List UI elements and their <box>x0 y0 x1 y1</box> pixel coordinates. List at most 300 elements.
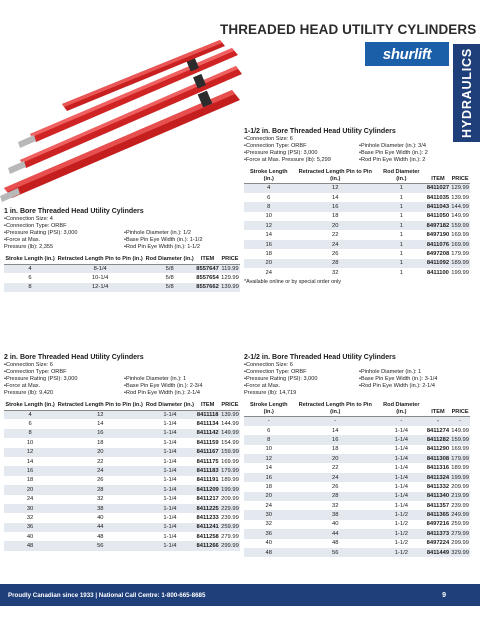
item-number-cell: 8411332 <box>426 483 450 490</box>
section-title: 1-1/2 in. Bore Threaded Head Utility Cylinders <box>244 128 396 135</box>
column-header: Stroke Length (in.) <box>244 168 294 184</box>
spec-item: •Base Pin Eye Width (in.): 1-1/2 <box>124 237 203 243</box>
item-number-cell: 8411449 <box>426 549 450 556</box>
item-number-cell: 8411076 <box>426 241 450 248</box>
item-number-cell: 8411175 <box>196 458 219 465</box>
table-cell: 38 <box>294 510 377 519</box>
table-row <box>244 212 470 221</box>
table-row <box>4 495 240 504</box>
item-number-cell: 8411241 <box>196 524 219 531</box>
table-cell: 16 <box>4 466 56 475</box>
table-cell: 44 <box>56 523 144 532</box>
table-cell: 1 <box>377 184 426 193</box>
table-cell: 40 <box>97 514 104 521</box>
price-cell: 179.99 <box>451 250 469 257</box>
table-cell: 20 <box>244 492 294 501</box>
table-cell: 26 <box>332 483 339 490</box>
table-row <box>244 445 470 454</box>
table-cell: 40 <box>332 521 339 528</box>
table-cell: 48 <box>4 541 56 550</box>
table-row <box>244 482 470 491</box>
item-number-cell: 8411100 <box>426 269 449 276</box>
price-cell: 299.99 <box>451 540 469 547</box>
table-row <box>4 466 240 475</box>
table-row <box>244 520 470 529</box>
table-row <box>244 539 470 548</box>
table-cell: 8 <box>4 429 56 438</box>
table-row <box>244 492 470 501</box>
spec-item: •Pinhole Diameter (in.): 1/2 <box>124 230 191 236</box>
table-cell: 16 <box>56 429 144 438</box>
table-cell: 18 <box>332 446 339 453</box>
spec-item: •Pressure Rating (PSI): 3,000 <box>244 150 318 156</box>
table-cell: 1 <box>399 232 403 239</box>
table-row <box>4 429 240 438</box>
table-cell: 16 <box>294 435 377 444</box>
table-cell: 38 <box>56 504 144 513</box>
table-cell: 20 <box>294 454 377 463</box>
footer-text: Proudly Canadian since 1933 | National Call Centre: 1-800-665-8685 <box>8 591 206 599</box>
table-cell: 36 <box>244 529 294 538</box>
price-cell: 129.99 <box>451 185 469 192</box>
spec-item: •Pinhole Diameter (in.): 3/4 <box>359 143 426 149</box>
table-cell: 1-1/4 <box>163 458 177 465</box>
table-cell: 18 <box>265 250 272 257</box>
table-cell: 24 <box>265 269 272 276</box>
price-cell: 259.99 <box>221 524 239 531</box>
table-cell: 1-1/4 <box>163 477 177 484</box>
price-cell: 189.99 <box>221 477 239 484</box>
table-cell: 48 <box>97 533 104 540</box>
price-cell: 209.99 <box>451 483 469 490</box>
price-cell: 199.99 <box>451 269 469 276</box>
price-cell: 139.99 <box>451 194 469 201</box>
column-header: Retracted Length Pin to Pin (in.) <box>57 402 143 408</box>
table-cell: 20 <box>294 221 377 230</box>
item-number-cell: - <box>426 417 451 426</box>
item-number-cell: 8411043 <box>426 203 450 210</box>
table-row <box>4 523 240 532</box>
table-cell: 1-1/4 <box>163 439 177 446</box>
table-cell: 1-1/4 <box>377 454 426 463</box>
table-cell: 1 <box>399 213 403 220</box>
spec-item: •Rod Pin Eye Width (in.): 2-1/4 <box>359 383 435 389</box>
price-cell: 129.99 <box>221 275 239 282</box>
table-cell: 16 <box>294 202 377 211</box>
spec-item: Pressure (lb): 14,719 <box>244 390 297 396</box>
table-row <box>244 510 470 519</box>
column-header: Rod Diameter (in.) <box>145 402 195 408</box>
table-row <box>4 283 240 292</box>
table-cell: 18 <box>265 483 272 490</box>
price-cell: 239.99 <box>451 502 469 509</box>
price-cell: 189.99 <box>451 465 469 472</box>
table-row <box>244 230 470 239</box>
spec-item: •Base Pin Eye Width (in.): 2-3/4 <box>124 383 203 389</box>
table-row <box>4 273 240 282</box>
table-cell: 1-1/4 <box>394 427 408 434</box>
spec-list <box>4 362 240 397</box>
table-cell: 18 <box>26 477 34 484</box>
table-cell: 1-1/4 <box>144 410 195 419</box>
table-cell: 24 <box>294 240 377 249</box>
table-cell: 4 <box>4 410 56 419</box>
price-cell: - <box>450 417 470 426</box>
table-cell: 1-1/4 <box>144 429 195 438</box>
price-cell: 189.99 <box>451 260 469 267</box>
table-cell: 32 <box>26 514 34 521</box>
table-cell: 10-1/4 <box>91 275 109 282</box>
table-cell: 1-1/4 <box>377 492 426 501</box>
column-header: PRICE <box>450 401 470 417</box>
spec-item: •Connection Size: 6 <box>244 136 293 142</box>
table-cell: 1 <box>399 269 403 276</box>
table-row <box>244 193 470 202</box>
table-cell: 6 <box>28 421 32 428</box>
price-cell: 239.99 <box>221 514 239 521</box>
item-number-cell: 8411134 <box>196 421 219 428</box>
item-number-cell: 8411050 <box>426 213 450 220</box>
table-cell: 1 <box>399 194 403 201</box>
table-cell: 6 <box>267 427 271 434</box>
spec-item: •Rod Pin Eye Width (in.): 2-1/4 <box>124 390 200 396</box>
table-cell: 24 <box>294 473 377 482</box>
table-cell: 18 <box>97 439 104 446</box>
table-cell: 14 <box>97 421 104 428</box>
item-number-cell: 8411266 <box>196 543 219 550</box>
item-number-cell: 8411183 <box>196 468 219 475</box>
item-number-cell: 8411209 <box>196 486 219 493</box>
table-cell: 12 <box>244 221 294 230</box>
section-2-5in-bore <box>244 354 470 557</box>
table-cell: 18 <box>332 213 339 220</box>
table-cell: 1-1/4 <box>144 541 195 550</box>
rod-ends <box>0 135 36 202</box>
table-row <box>244 463 470 472</box>
price-cell: 179.99 <box>221 468 239 475</box>
table-row <box>244 202 470 211</box>
table-cell: 8 <box>244 202 294 211</box>
section-title: 1 in. Bore Threaded Head Utility Cylinders <box>4 208 144 215</box>
table-row <box>244 454 470 463</box>
table-cell: 1-1/4 <box>394 446 408 453</box>
table-cell: 22 <box>332 232 339 239</box>
table-cell: 1-1/2 <box>377 548 426 557</box>
spec-item: •Base Pin Eye Width (in.): 2 <box>359 150 428 156</box>
table-cell: 20 <box>244 259 294 268</box>
price-cell: 169.99 <box>451 446 469 453</box>
table-cell: 14 <box>265 232 272 239</box>
table-row <box>244 249 470 258</box>
availability-note: *Available online or by special order only <box>244 279 341 286</box>
section-1in-bore <box>4 208 240 292</box>
table-row <box>244 435 470 444</box>
item-number-cell: 8411217 <box>196 496 219 503</box>
table-cell: 26 <box>97 477 104 484</box>
table-cell: 6 <box>28 275 32 282</box>
table-cell: 6 <box>267 194 271 201</box>
price-cell: 249.99 <box>451 512 469 519</box>
table-cell: 14 <box>265 465 272 472</box>
column-header: Stroke Length (in.) <box>244 401 294 417</box>
price-cell: 169.99 <box>451 241 469 248</box>
table-cell: 8 <box>4 283 56 292</box>
spec-item: •Force at Max. <box>244 383 281 389</box>
table-cell: 36 <box>4 523 56 532</box>
table-row <box>4 476 240 485</box>
table-row <box>244 240 470 249</box>
price-cell: 199.99 <box>451 474 469 481</box>
table-cell: 24 <box>265 502 272 509</box>
table-cell: 1-1/4 <box>394 502 408 509</box>
table-row <box>4 448 240 457</box>
table-cell: - <box>377 417 426 426</box>
spec-item: •Pressure Rating (PSI): 3,000 <box>4 376 78 382</box>
table-cell: 30 <box>4 504 56 513</box>
price-cell: 144.99 <box>451 203 469 210</box>
page-title: THREADED HEAD UTILITY CYLINDERS <box>220 22 477 37</box>
table-cell: 30 <box>244 510 294 519</box>
table-cell: 40 <box>265 540 272 547</box>
item-number-cell: 8557662 <box>196 284 219 291</box>
page-number: 9 <box>442 591 446 599</box>
item-number-cell: 8411357 <box>426 502 450 509</box>
table-cell: 1 <box>399 250 403 257</box>
table-header-row <box>244 168 470 184</box>
spec-item: •Rod Pin Eye Width (in.): 2 <box>359 157 426 163</box>
table-row <box>4 513 240 522</box>
item-number-cell: 8411167 <box>196 449 219 456</box>
table-cell: 1 <box>377 240 426 249</box>
price-cell: 299.99 <box>221 543 239 550</box>
table-cell: 28 <box>294 259 377 268</box>
price-cell: 199.99 <box>221 486 239 493</box>
column-header: Rod Diameter (in.) <box>377 168 426 184</box>
table-cell: 20 <box>4 485 56 494</box>
spec-list <box>244 136 470 164</box>
table-cell: 1 <box>377 202 426 211</box>
item-number-cell: 8411316 <box>426 465 450 472</box>
table-cell: 26 <box>332 250 339 257</box>
spec-item: •Connection Size: 6 <box>244 362 293 368</box>
item-number-cell: 8411191 <box>196 477 219 484</box>
table-cell: 10 <box>265 446 272 453</box>
item-number-cell: 8411274 <box>426 427 450 434</box>
item-number-cell: 8411159 <box>196 439 219 446</box>
spec-item: •Pinhole Diameter (in.): 1 <box>359 369 422 375</box>
table-cell: 1-1/2 <box>377 510 426 519</box>
column-header: Stroke Length (in.) <box>5 402 55 408</box>
table-cell: 24 <box>56 466 144 475</box>
table-cell: 12-1/4 <box>56 283 144 292</box>
price-cell: 179.99 <box>451 455 469 462</box>
price-cell: 119.99 <box>221 265 239 272</box>
item-number-cell: 8411373 <box>426 530 450 537</box>
table-cell: 12 <box>244 454 294 463</box>
product-table <box>244 168 470 277</box>
spec-item: •Force at Max. Pressure (lb): 5,299 <box>244 157 331 163</box>
table-cell: 1-1/2 <box>377 529 426 538</box>
column-header: Retracted Length Pin to Pin (in.) <box>294 168 377 184</box>
table-row <box>244 548 470 557</box>
table-cell: 44 <box>294 529 377 538</box>
section-title: 2-1/2 in. Bore Threaded Head Utility Cylinders <box>244 354 396 361</box>
table-row <box>244 529 470 538</box>
spec-item: •Rod Pin Eye Width (in.): 1-1/2 <box>124 244 200 250</box>
price-cell: 219.99 <box>451 493 469 500</box>
price-cell: 279.99 <box>221 533 239 540</box>
product-table <box>4 401 240 551</box>
price-cell: 149.99 <box>221 430 239 437</box>
item-number-cell: 8557654 <box>196 275 219 282</box>
price-cell: 159.99 <box>221 449 239 456</box>
table-row <box>244 426 470 435</box>
table-cell: 1-1/4 <box>144 504 195 513</box>
price-cell: 209.99 <box>221 496 239 503</box>
table-cell: 1-1/4 <box>163 514 177 521</box>
item-number-cell: 8411118 <box>196 411 219 418</box>
table-row <box>244 184 470 193</box>
table-cell: 1-1/4 <box>377 435 426 444</box>
table-row <box>244 473 470 482</box>
item-number-cell: 8497224 <box>426 540 450 547</box>
item-number-cell: 8411308 <box>426 455 450 462</box>
column-header: Rod Diameter (in.) <box>377 401 426 417</box>
price-cell: 259.99 <box>451 521 469 528</box>
table-header-row <box>4 255 240 264</box>
table-row <box>4 457 240 466</box>
table-row <box>4 541 240 550</box>
cylinder-1 <box>4 90 240 198</box>
table-row <box>4 504 240 513</box>
table-cell: 8-1/4 <box>56 264 144 273</box>
table-row <box>4 438 240 447</box>
table-cell: 20 <box>56 448 144 457</box>
table-cell: 48 <box>332 540 339 547</box>
table-cell: 1-1/4 <box>144 485 195 494</box>
price-cell: 279.99 <box>451 530 469 537</box>
spec-item: •Pressure Rating (PSI): 3,000 <box>244 376 318 382</box>
table-cell: 1-1/4 <box>163 496 177 503</box>
table-cell: 1-1/4 <box>144 523 195 532</box>
table-cell: 24 <box>26 496 34 503</box>
table-row <box>4 419 240 428</box>
table-row <box>4 532 240 541</box>
spec-item: •Force at Max. <box>4 237 41 243</box>
table-row <box>4 410 240 419</box>
spec-item: •Connection Type: ORBF <box>4 369 67 375</box>
spec-list <box>244 362 470 397</box>
table-cell: 1-1/4 <box>394 483 408 490</box>
column-header: PRICE <box>221 256 239 262</box>
price-cell: 139.99 <box>221 411 239 418</box>
table-header-row <box>244 401 470 417</box>
table-cell: 1-1/4 <box>163 421 177 428</box>
spec-item: •Pressure Rating (PSI): 3,000 <box>4 230 78 236</box>
table-cell: 48 <box>244 548 294 557</box>
item-number-cell: 8411290 <box>426 446 450 453</box>
table-cell: 14 <box>26 458 34 465</box>
item-number-cell: 8411324 <box>426 474 450 481</box>
table-cell: 5/8 <box>144 264 195 273</box>
item-number-cell: 8557647 <box>196 265 219 272</box>
spec-item: •Connection Type: ORBF <box>244 369 307 375</box>
footer-bar <box>0 584 480 606</box>
spec-item: •Connection Size: 6 <box>4 362 53 368</box>
table-cell: 5/8 <box>165 275 174 282</box>
spec-item: •Base Pin Eye Width (in.): 3-1/4 <box>359 376 438 382</box>
price-cell: 169.99 <box>451 232 469 239</box>
brand-logo-text: shurlift <box>382 45 432 63</box>
product-photo <box>0 38 242 203</box>
table-cell: 32 <box>265 521 272 528</box>
column-header: Rod Diameter (in.) <box>145 256 194 262</box>
table-cell: 1-1/4 <box>163 533 177 540</box>
table-cell: 4 <box>244 184 294 193</box>
spec-item: •Connection Type: ORBF <box>244 143 307 149</box>
item-number-cell: 8411225 <box>196 505 219 512</box>
table-row <box>244 221 470 230</box>
item-number-cell: 8411258 <box>196 533 219 540</box>
spec-item: •Connection Type: ORBF <box>4 223 67 229</box>
spec-item: •Force at Max. <box>4 383 41 389</box>
table-cell: 1-1/4 <box>377 473 426 482</box>
item-number-cell: 8411365 <box>426 512 450 519</box>
category-tab-label: HYDRAULICS <box>459 48 474 138</box>
table-cell: 12 <box>4 448 56 457</box>
column-header: PRICE <box>221 402 239 408</box>
table-cell: 1-1/2 <box>394 540 408 547</box>
table-cell: 1 <box>377 221 426 230</box>
table-header-row <box>4 401 240 410</box>
price-cell: 144.99 <box>221 421 239 428</box>
item-number-cell: 8411340 <box>426 493 450 500</box>
section-1-5in-bore <box>244 128 470 285</box>
column-header: Retracted Length Pin to Pin (in.) <box>294 401 377 417</box>
table-row <box>4 264 240 273</box>
section-title: 2 in. Bore Threaded Head Utility Cylinders <box>4 354 144 361</box>
price-cell: 169.99 <box>221 458 239 465</box>
table-cell: 56 <box>294 548 377 557</box>
table-cell: 12 <box>294 184 377 193</box>
price-cell: 139.99 <box>221 284 239 291</box>
spec-item: Pressure (lb): 2,355 <box>4 244 54 250</box>
table-cell: 32 <box>332 269 339 276</box>
table-cell: 28 <box>294 492 377 501</box>
table-cell: - <box>294 417 377 426</box>
item-number-cell: 8411027 <box>426 185 450 192</box>
table-cell: 8 <box>244 435 294 444</box>
table-cell: - <box>244 417 294 426</box>
table-cell: 1-1/2 <box>394 521 408 528</box>
table-cell: 1-1/4 <box>144 466 195 475</box>
column-header: Retracted Length Pin to Pin (in.) <box>57 256 143 262</box>
table-row <box>244 501 470 510</box>
item-number-cell: 8411092 <box>426 260 450 267</box>
column-header: ITEM <box>426 168 451 184</box>
item-number-cell: 8411035 <box>426 194 450 201</box>
table-cell: 10 <box>26 439 34 446</box>
table-row <box>4 485 240 494</box>
table-cell: 1-1/4 <box>144 448 195 457</box>
item-number-cell: 8411233 <box>196 514 219 521</box>
table-cell: 22 <box>97 458 104 465</box>
column-header: ITEM <box>195 255 220 264</box>
table-cell: 22 <box>332 465 339 472</box>
spec-item: •Connection Size: 4 <box>4 216 53 222</box>
table-cell: 14 <box>332 194 339 201</box>
product-table <box>244 401 470 557</box>
